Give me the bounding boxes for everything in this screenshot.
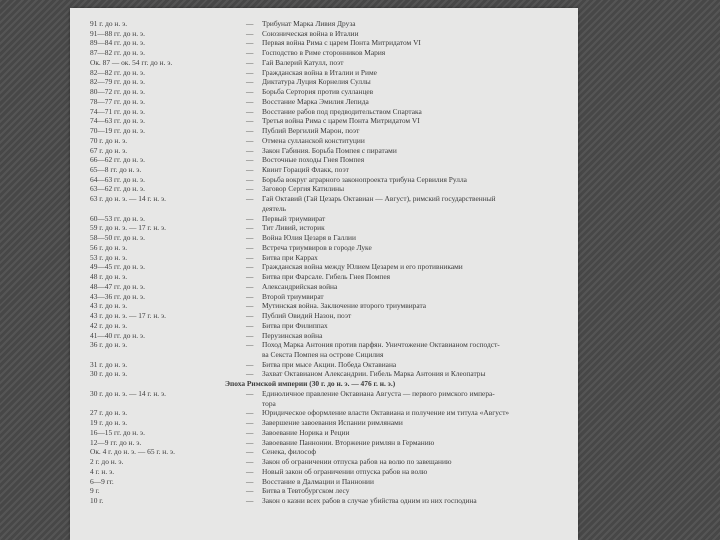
chronology-row [70, 301, 578, 311]
row-date: 64—63 гг. до н. э. [90, 174, 145, 184]
chronology-table [70, 19, 578, 506]
chronology-row [70, 194, 578, 204]
row-event: Господство в Риме сторонников Мария [262, 48, 386, 58]
chronology-row [70, 418, 578, 428]
chronology-row [70, 68, 578, 78]
row-date: 43 г. до н. э. — 17 г. н. э. [90, 311, 166, 321]
row-event: Сенека, философ [262, 447, 317, 457]
chronology-row [70, 389, 578, 399]
row-date: 80—72 гг. до н. э. [90, 87, 145, 97]
row-event: Закон Габиния. Борьба Помпея с пиратами [262, 145, 397, 155]
row-event: Единоличное правление Октавиана Августа — первого римского импера- [262, 388, 495, 398]
chronology-row [70, 87, 578, 97]
row-date: 31 г. до н. э. [90, 359, 128, 369]
row-dash: — [246, 320, 254, 330]
row-dash: — [246, 213, 254, 223]
row-date: 91—88 гг. до н. э. [90, 28, 145, 38]
row-event: Диктатура Луция Корнелия Суллы [262, 77, 371, 87]
row-date: 66—62 гг. до н. э. [90, 155, 145, 165]
row-dash: — [246, 233, 254, 243]
row-dash: — [246, 486, 254, 496]
chronology-row [70, 292, 578, 302]
row-dash: — [246, 174, 254, 184]
row-dash: — [246, 126, 254, 136]
row-dash: — [246, 96, 254, 106]
row-date: 58—50 гг. до н. э. [90, 233, 145, 243]
chronology-row [70, 311, 578, 321]
row-date: Ок. 87 — ок. 54 гг. до н. э. [90, 57, 173, 67]
chronology-row [70, 321, 578, 331]
row-dash: — [246, 116, 254, 126]
row-dash: — [246, 38, 254, 48]
row-event: Борьба вокруг аграрного законопроекта трибуна Сервилия Рулла [262, 174, 467, 184]
chronology-row [70, 38, 578, 48]
row-date: 6—9 гг. [90, 476, 114, 486]
chronology-row [70, 19, 578, 29]
row-date: 43 г. до н. э. [90, 301, 128, 311]
chronology-row [70, 428, 578, 438]
chronology-row [70, 146, 578, 156]
chronology-row [70, 233, 578, 243]
row-dash: — [246, 330, 254, 340]
chronology-row [70, 486, 578, 496]
row-dash: — [246, 184, 254, 194]
chronology-row [70, 340, 578, 350]
row-date: 53 г. до н. э. [90, 252, 128, 262]
row-date: 59 г. до н. э. — 17 г. н. э. [90, 223, 166, 233]
chronology-row [70, 223, 578, 233]
row-date: 41—40 гг. до н. э. [90, 330, 145, 340]
chronology-row [70, 58, 578, 68]
chronology-row [70, 214, 578, 224]
row-date: 30 г. до н. э. — 14 г. н. э. [90, 388, 166, 398]
row-date: 63—62 гг. до н. э. [90, 184, 145, 194]
chronology-row [70, 126, 578, 136]
row-event: Гай Октавий (Гай Цезарь Октавиан — Август), римский государственный [262, 194, 496, 204]
row-event: Война Юлия Цезаря в Галлии [262, 233, 356, 243]
row-dash: — [246, 466, 254, 476]
era-heading: Эпоха Римской империи (30 г. до н. э. — 476 г. н. э.) [225, 379, 396, 389]
row-dash: — [246, 388, 254, 398]
chronology-row [70, 477, 578, 487]
chronology-row [70, 360, 578, 370]
row-date: 36 г. до н. э. [90, 340, 128, 350]
chronology-row [70, 165, 578, 175]
row-date: 4 г. н. э. [90, 466, 115, 476]
chronology-row [70, 29, 578, 39]
row-dash: — [246, 457, 254, 467]
row-event: Битва при Фарсале. Гибель Гнея Помпея [262, 272, 391, 282]
row-date: 70 г. до н. э. [90, 135, 128, 145]
row-date: 82—79 гг. до н. э. [90, 77, 145, 87]
row-dash: — [246, 408, 254, 418]
row-event: Отмена сулланской конституции [262, 135, 365, 145]
row-event: Восстание в Далмации и Паннонии [262, 476, 374, 486]
chronology-row [70, 331, 578, 341]
row-event: Новый закон об ограничении отпуска рабов на волю [262, 466, 428, 476]
row-event: Завоевание Норика и Реции [262, 427, 350, 437]
row-dash: — [246, 272, 254, 282]
chronology-row [70, 48, 578, 58]
chronology-row [70, 282, 578, 292]
row-date: 74—63 гг. до н. э. [90, 116, 145, 126]
row-date: 12—9 гг. до н. э. [90, 437, 142, 447]
row-dash: — [246, 437, 254, 447]
chronology-row [70, 243, 578, 253]
era-heading-row [70, 379, 578, 389]
row-date: 30 г. до н. э. [90, 369, 128, 379]
row-date: 67 г. до н. э. [90, 145, 128, 155]
chronology-row [70, 136, 578, 146]
chronology-row [70, 175, 578, 185]
row-dash: — [246, 262, 254, 272]
row-date: 91 г. до н. э. [90, 19, 128, 28]
row-event: Битва при Филиппах [262, 320, 328, 330]
row-event: Гражданская война в Италии и Риме [262, 67, 377, 77]
row-event: Заговор Сергия Катилины [262, 184, 345, 194]
row-dash: — [246, 447, 254, 457]
row-date: 27 г. до н. э. [90, 408, 128, 418]
chronology-continuation-row [70, 350, 578, 360]
chronology-row [70, 438, 578, 448]
row-event: Перузинская война [262, 330, 323, 340]
row-date: 82—82 гг. до н. э. [90, 67, 145, 77]
row-event: Юридическое оформление власти Октавиана и получение им титула «Август» [262, 408, 510, 418]
row-event: тора [262, 398, 276, 408]
row-dash: — [246, 223, 254, 233]
row-date: 19 г. до н. э. [90, 418, 128, 428]
chronology-row [70, 262, 578, 272]
row-event: Битва при Каррах [262, 252, 318, 262]
row-date: 9 г. [90, 486, 100, 496]
row-event: Встреча триумвиров в городе Луке [262, 242, 372, 252]
row-event: Восстание рабов под предводительством Спартака [262, 106, 422, 116]
row-dash: — [246, 165, 254, 175]
row-dash: — [246, 19, 254, 28]
row-event: Третья война Рима с царем Понта Митридатом VI [262, 116, 420, 126]
document-page [70, 8, 578, 540]
row-event: Первый триумвират [262, 213, 326, 223]
row-dash: — [246, 427, 254, 437]
row-dash: — [246, 369, 254, 379]
row-event: Публий Овидий Назон, поэт [262, 311, 352, 321]
row-event: Публий Вергилий Марон, поэт [262, 126, 360, 136]
row-date: 48 г. до н. э. [90, 272, 128, 282]
chronology-row [70, 496, 578, 506]
row-date: 42 г. до н. э. [90, 320, 128, 330]
row-dash: — [246, 281, 254, 291]
row-event: Трибунат Марка Ливия Друза [262, 19, 356, 28]
row-dash: — [246, 135, 254, 145]
chronology-row [70, 155, 578, 165]
row-date: 74—71 гг. до н. э. [90, 106, 145, 116]
row-dash: — [246, 194, 254, 204]
row-dash: — [246, 57, 254, 67]
chronology-continuation-row [70, 399, 578, 409]
row-dash: — [246, 252, 254, 262]
chronology-row [70, 467, 578, 477]
row-dash: — [246, 359, 254, 369]
chronology-row [70, 77, 578, 87]
row-dash: — [246, 476, 254, 486]
row-date: 10 г. [90, 495, 104, 505]
row-date: 65—8 гг. до н. э. [90, 165, 142, 175]
row-dash: — [246, 67, 254, 77]
row-event: Захват Октавианом Александрии. Гибель Марка Антония и Клеопатры [262, 369, 486, 379]
row-date: 63 г. до н. э. — 14 г. н. э. [90, 194, 166, 204]
row-dash: — [246, 77, 254, 87]
row-event: Гай Валерий Катулл, поэт [262, 57, 344, 67]
chronology-continuation-row [70, 204, 578, 214]
row-event: Битва при мысе Акции. Победа Октавиана [262, 359, 397, 369]
row-event: Гражданская война между Юлием Цезарем и его противниками [262, 262, 463, 272]
chronology-row [70, 97, 578, 107]
row-event: деятель [262, 203, 287, 213]
row-date: 56 г. до н. э. [90, 242, 128, 252]
row-event: Завоевание Паннонии. Вторжение римлян в Германию [262, 437, 435, 447]
chronology-row [70, 408, 578, 418]
row-event: Квинт Гораций Флакк, поэт [262, 165, 349, 175]
chronology-row [70, 116, 578, 126]
row-dash: — [246, 48, 254, 58]
row-date: 16—15 гг. до н. э. [90, 427, 145, 437]
row-event: Битва в Тевтобургском лесу [262, 486, 350, 496]
row-event: Первая война Рима с царем Понта Митридатом VI [262, 38, 421, 48]
row-date: 87—82 гг. до н. э. [90, 48, 145, 58]
row-date: Ок. 4 г. до н. э. — 65 г. н. э. [90, 447, 175, 457]
row-event: Завершение завоевания Испании римлянами [262, 418, 403, 428]
row-dash: — [246, 155, 254, 165]
chronology-row [70, 447, 578, 457]
row-event: Восстание Марка Эмилия Лепида [262, 96, 369, 106]
row-date: 78—77 гг. до н. э. [90, 96, 145, 106]
chronology-row [70, 272, 578, 282]
row-event: Тит Ливий, историк [262, 223, 325, 233]
chronology-row [70, 253, 578, 263]
row-date: 49—45 гг. до н. э. [90, 262, 145, 272]
row-event: ва Секста Помпея на острове Сицилия [262, 349, 384, 359]
chronology-row [70, 369, 578, 379]
row-event: Закон о казни всех рабов в случае убийства одним из них господина [262, 495, 477, 505]
row-date: 60—53 гг. до н. э. [90, 213, 145, 223]
row-dash: — [246, 340, 254, 350]
chronology-row [70, 184, 578, 194]
row-event: Александрийская война [262, 281, 338, 291]
row-date: 70—19 гг. до н. э. [90, 126, 145, 136]
row-event: Второй триумвират [262, 291, 324, 301]
chronology-row [70, 457, 578, 467]
row-dash: — [246, 242, 254, 252]
row-dash: — [246, 418, 254, 428]
row-date: 2 г. до н. э. [90, 457, 124, 467]
row-dash: — [246, 28, 254, 38]
row-event: Мутинская война. Заключение второго триумвирата [262, 301, 427, 311]
row-event: Закон об ограничении отпуска рабов на волю по завещанию [262, 457, 452, 467]
row-event: Поход Марка Антония против парфян. Уничтожение Октавианом господст- [262, 340, 500, 350]
row-dash: — [246, 87, 254, 97]
row-event: Борьба Сертория против сулланцев [262, 87, 374, 97]
row-event: Союзническая война в Италии [262, 28, 359, 38]
row-dash: — [246, 495, 254, 505]
row-dash: — [246, 311, 254, 321]
row-date: 48—47 гг. до н. э. [90, 281, 145, 291]
row-dash: — [246, 291, 254, 301]
row-event: Восточные походы Гнея Помпея [262, 155, 365, 165]
row-date: 89—84 гг. до н. э. [90, 38, 145, 48]
row-dash: — [246, 106, 254, 116]
row-dash: — [246, 301, 254, 311]
row-date: 43—36 гг. до н. э. [90, 291, 145, 301]
chronology-row [70, 107, 578, 117]
row-dash: — [246, 145, 254, 155]
